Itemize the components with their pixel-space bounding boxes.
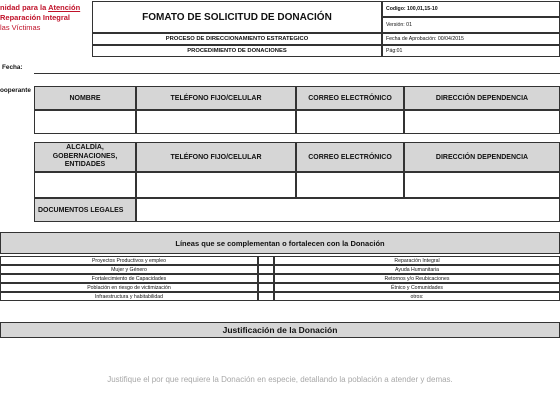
line-item-right[interactable]: otros: [274,292,560,301]
approval-date-field: Fecha de Aprobación: 00/04/2015 [382,33,560,45]
telefono-input-2[interactable] [136,172,296,198]
line-item-left[interactable]: Infraestructura y habitabilidad [0,292,258,301]
correo-input[interactable] [296,110,404,134]
cooperante-label: ooperante [0,87,31,94]
line-checkbox-left[interactable] [258,283,274,292]
logo [0,2,92,40]
form-title: FOMATO DE SOLICITUD DE DONACIÓN [92,1,382,33]
lines-left-checkboxes [258,256,274,301]
logo-line-2: Reparación Integral [0,13,71,22]
fecha-input-line[interactable] [34,73,560,74]
justification-textarea[interactable] [0,338,560,420]
col-correo-header-2: CORREO ELECTRÓNICO [296,142,404,172]
line-item-left[interactable]: Mujer y Género [0,265,258,274]
correo-input-2[interactable] [296,172,404,198]
telefono-input[interactable] [136,110,296,134]
lines-section-title: Líneas que se complementan o fortalecen con la Donación [0,232,560,254]
lines-right-column [274,256,560,301]
direccion-input-2[interactable] [404,172,560,198]
justification-placeholder: Justifique el por que requiere la Donación en especie, detallando la población a atender y demas. [107,374,453,384]
col-telefono-header: TELÉFONO FIJO/CELULAR [136,86,296,110]
line-item-left[interactable]: Fortalecimiento de Capacidades [0,274,258,283]
procedure-label: PROCEDIMIENTO DE DONACIONES [92,45,382,57]
line-checkbox-left[interactable] [258,256,274,265]
line-item-left[interactable]: Proyectos Productivos y empleo [0,256,258,265]
col-direccion-header: DIRECCIÓN DEPENDENCIA [404,86,560,110]
line-item-right[interactable]: Reparación Integral [274,256,560,265]
line-item-right[interactable]: Retornos y/o Reubicaciones [274,274,560,283]
col-telefono-header-2: TELÉFONO FIJO/CELULAR [136,142,296,172]
code-field: Codigo: 100,01,15-10 [382,1,560,17]
logo-line-3: las Víctimas [0,23,41,32]
version-field: Versión: 01 [382,17,560,33]
line-item-right[interactable]: Étnico y Comunidades [274,283,560,292]
direccion-input[interactable] [404,110,560,134]
nombre-input[interactable] [34,110,136,134]
lines-left-column [0,256,258,301]
col-entidades-header: ALCALDÍA, GOBERNACIONES, ENTIDADES [34,142,136,172]
col-direccion-header-2: DIRECCIÓN DEPENDENCIA [404,142,560,172]
line-checkbox-left[interactable] [258,265,274,274]
legal-docs-input[interactable] [136,198,560,222]
line-item-left[interactable]: Población en riesgo de victimización [0,283,258,292]
legal-docs-label: DOCUMENTOS LEGALES [34,198,136,222]
line-item-right[interactable]: Ayuda Humanitaria [274,265,560,274]
col-nombre-header: NOMBRE [34,86,136,110]
process-label: PROCESO DE DIRECCIONAMIENTO ESTRATEGICO [92,33,382,45]
page-field: Pág:01 [382,45,560,57]
col-correo-header: CORREO ELECTRÓNICO [296,86,404,110]
logo-line-1: nidad para la Atención [0,3,81,12]
line-checkbox-left[interactable] [258,274,274,283]
entidad-input[interactable] [34,172,136,198]
line-checkbox-left[interactable] [258,292,274,301]
justification-title: Justificación de la Donación [0,322,560,338]
fecha-label: Fecha: [2,64,23,71]
